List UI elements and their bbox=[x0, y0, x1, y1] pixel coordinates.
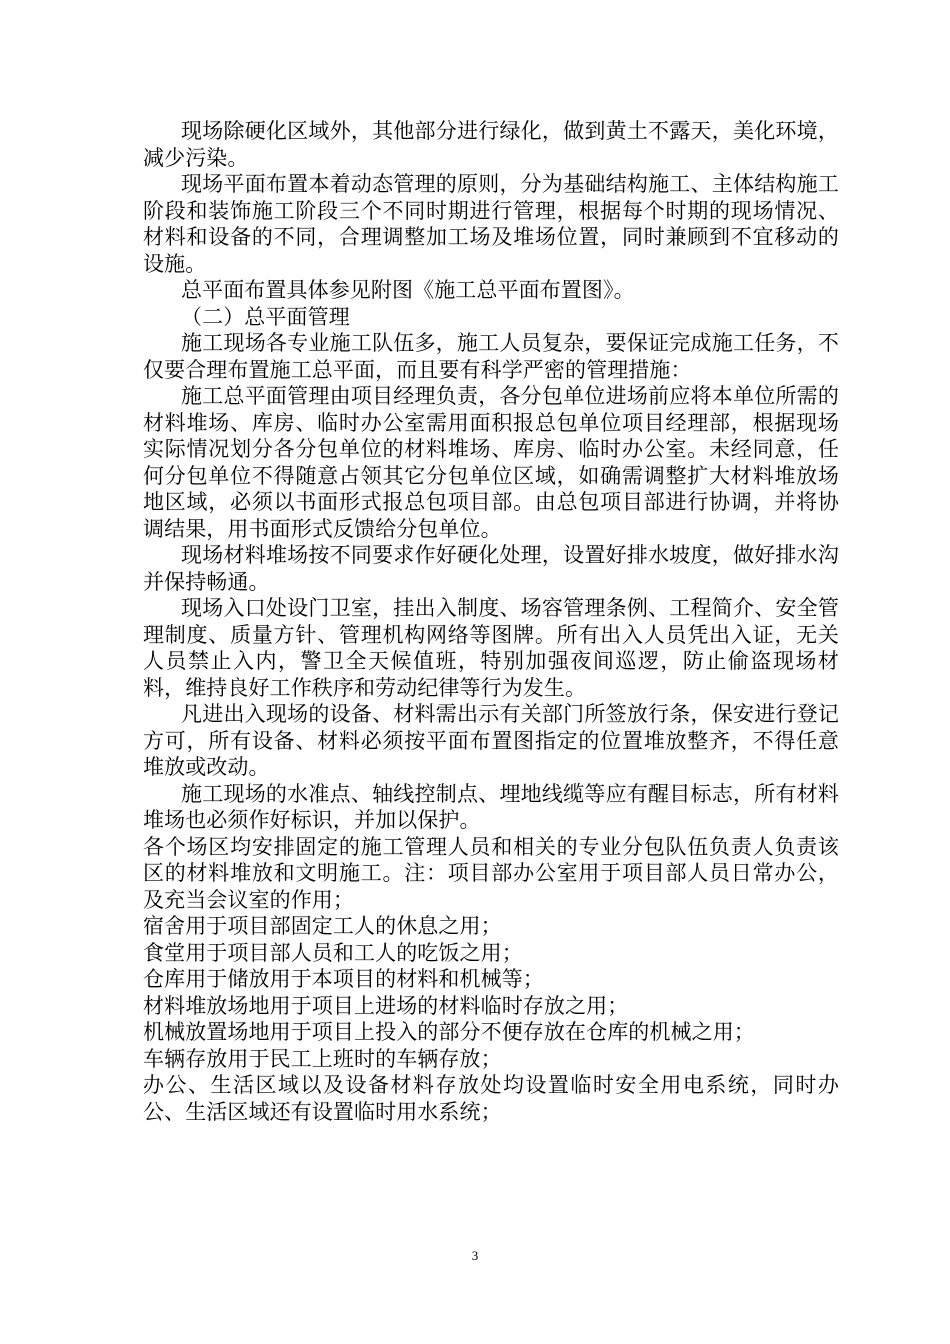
paragraph: 现场平面布置本着动态管理的原则，分为基础结构施工、主体结构施工阶段和装饰施工阶段三个不同时期进行管理，根据每个时期的现场情况、材料和设备的不同，合理调整加工场及堆场位置，同时兼顾到不宜移动的设施。 bbox=[143, 172, 839, 276]
page-number: 3 bbox=[471, 1248, 479, 1263]
list-item: 机械放置场地用于项目上投入的部分不便存放在仓库的机械之用； bbox=[143, 1020, 755, 1044]
paragraph: 各个场区均安排固定的施工管理人员和相关的专业分包队伍负责人负责该区的材料堆放和文明施工。注：项目部办公室用于项目部人员日常办公，及充当会议室的作用； bbox=[143, 834, 839, 912]
paragraph: 施工现场的水准点、轴线控制点、埋地线缆等应有醒目标志，所有材料堆场也必须作好标识，并加以保护。 bbox=[143, 781, 839, 832]
document-body bbox=[143, 118, 839, 1125]
paragraph: 施工总平面管理由项目经理负责，各分包单位进场前应将本单位所需的材料堆场、库房、临时办公室需用面积报总包单位项目经理部，根据现场实际情况划分各分包单位的材料堆场、库房、临时办公室。未经同意，任何分包单位不得随意占领其它分包单位区域，如确需调整扩大材料堆放场地区域，必须以书面形式报总包项目部。由总包项目部进行协调，并将协调结果，用书面形式反馈给分包单位。 bbox=[143, 384, 839, 541]
paragraph: 现场材料堆场按不同要求作好硬化处理，设置好排水坡度，做好排水沟并保持畅通。 bbox=[143, 543, 839, 594]
paragraph: 现场除硬化区域外，其他部分进行绿化，做到黄土不露天，美化环境，减少污染。 bbox=[143, 119, 839, 170]
paragraph: 凡进出入现场的设备、材料需出示有关部门所签放行条，保安进行登记方可，所有设备、材料必须按平面布置图指定的位置堆放整齐，不得任意堆放或改动。 bbox=[143, 702, 839, 779]
list-item: 材料堆放场地用于项目上进场的材料临时存放之用； bbox=[143, 993, 629, 1018]
list-item: 宿舍用于项目部固定工人的休息之用； bbox=[143, 914, 502, 938]
list-item: 食堂用于项目部人员和工人的吃饭之用； bbox=[143, 940, 523, 965]
list-item: 仓库用于储放用于本项目的材料和机械等； bbox=[143, 967, 544, 991]
paragraph: 总平面布置具体参见附图《施工总平面布置图》。 bbox=[181, 278, 635, 302]
paragraph: 办公、生活区域以及设备材料存放处均设置临时安全用电系统，同时办公、生活区域还有设置临时用水系统； bbox=[143, 1073, 839, 1124]
section-heading: （二）总平面管理 bbox=[181, 304, 350, 329]
list-item: 车辆存放用于民工上班时的车辆存放； bbox=[143, 1046, 502, 1071]
paragraph: 施工现场各专业施工队伍多，施工人员复杂，要保证完成施工任务，不仅要合理布置施工总平面，而且要有科学严密的管理措施： bbox=[143, 331, 839, 382]
paragraph: 现场入口处设门卫室，挂出入制度、场容管理条例、工程简介、安全管理制度、质量方针、管理机构网络等图牌。所有出入人员凭出入证，无关人员禁止入内，警卫全天候值班，特别加强夜间巡逻，防止偷盗现场材料，维持良好工作秩序和劳动纪律等行为发生。 bbox=[143, 596, 839, 700]
